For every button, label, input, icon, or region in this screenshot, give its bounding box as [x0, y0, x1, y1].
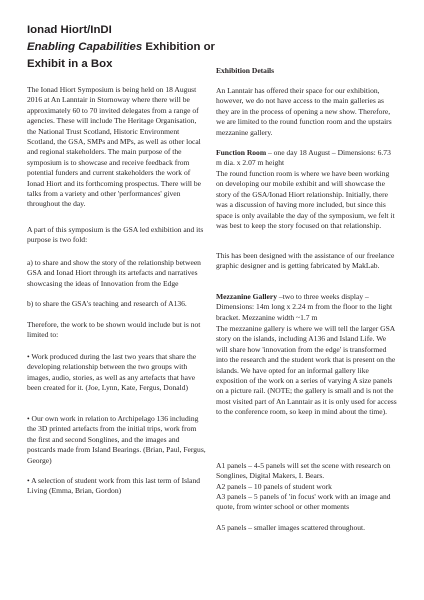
therefore-paragraph: Therefore, the work to be shown would include but is not limited to:	[27, 320, 201, 340]
bullet-item: • Our own work in relation to Archipelago 136 including the 3D printed artefacts from the initial trips, work from the first and second Songlines, and the images and postcards made from Island Bearings. (Brian, Paul, Fergus, George)	[27, 414, 206, 465]
mezzanine-label: Mezzanine Gallery	[216, 292, 277, 301]
part-of-paragraph: A part of this symposium is the GSA led exhibition and its purpose is two fold:	[27, 225, 204, 245]
panel-list-item: A2 panels – 10 panels of student work	[216, 482, 332, 491]
function-room-description: The round function room is where we have been working on developing our mobile exhibit and will showcase the story of the GSA/Ionad Hiort relationship. Initially, there was a discussion of having more included, but since this space is only available the day of the symposium, we felt it was best to keep the story focused on that relationship.	[216, 169, 395, 231]
panel-list-item: A1 panels – 4-5 panels will set the scene with research on Songlines, Digital Makers, I. Bears.	[216, 461, 391, 481]
bullet-item: • Work produced during the last two years that share the developing relationship between the two groups with images, audio, stories, as well as any artefacts that have been created for it. (Joe, Lynn, Kate, Fergus, Donald)	[27, 352, 197, 393]
section-heading: Exhibition Details	[216, 66, 275, 75]
mezzanine-header	[216, 292, 397, 323]
function-room-label: Function Room	[216, 148, 267, 157]
purpose-a: a) to share and show the story of the relationship between GSA and Ionad Hiort through its artefacts and narratives showcasing the ideas of Innovation from the Edge	[27, 258, 201, 288]
function-room-header	[216, 148, 397, 169]
document-title	[27, 22, 227, 73]
designer-note: This has been designed with the assistance of our freelance graphic designer and is getting fabricated by MakLab.	[216, 251, 395, 271]
mezzanine-description: The mezzanine gallery is where we will tell the larger GSA story on the islands, including A136 and Island Life. We will share how 'innovation from the edge' is transformed into the research and the student work that is present on the islands. We have opted for an informal gallery like exposition of the work on a series of varying A size panels on a picture rail. (NOTE; the gallery is small and is not the most visited part of An Lanntair as it is only used for access to the conference room, so keep in mind about the time).	[216, 324, 397, 417]
function-room-dimensions: – one day 18 August – Dimensions: 6.73 m dia. x 2.07 m height	[216, 148, 391, 168]
title-line-3: Exhibit in a Box	[27, 58, 113, 70]
intro-paragraph: The Ionad Hiort Symposium is being held on 18 August 2016 at An Lanntair in Stornoway where there will be approximately 60 to 70 invited delegates from a range of agencies. These will include The Heritage Organisation, the National Trust Scotland, Historic Environment Scotland, the GSA, SMPs and MPs, as well as other local and regional stakeholders. The main purpose of the symposium is to showcase and receive feedback from potential funders and current stakeholders the work of Ionad Hiort and its forthcoming prospectus. There will be talks from a variety and other 'performances' given throughout the day.	[27, 85, 202, 209]
mezzanine-dimensions: –two to three weeks display – Dimensions: 14m long x 2.24 m from the floor to the light bracket. Mezzanine width ~1.7 m	[216, 292, 393, 322]
purpose-b: b) to share the GSA's teaching and research of A136.	[27, 299, 187, 308]
title-italic-part: Enabling Capabilities	[27, 41, 143, 53]
intro-paragraph: An Lanntair has offered their space for our exhibition, however, we do not have access to the main galleries as they are in the process of opening a new show. Therefore, we are limited to the round function room and the upstairs mezzanine gallery.	[216, 86, 392, 137]
panel-list-item: A3 panels – 5 panels of 'in focus' work with an image and quote, from winter school or other moments	[216, 492, 391, 512]
panel-list-item: A5 panels – smaller images scattered throughout.	[216, 523, 366, 532]
bullet-item: • A selection of student work from this last term of Island Living (Emma, Brian, Gordon)	[27, 476, 201, 496]
title-line-1: Ionad Hiort/InDI	[27, 24, 112, 36]
title-line-2-rest: Exhibition or	[142, 41, 215, 53]
